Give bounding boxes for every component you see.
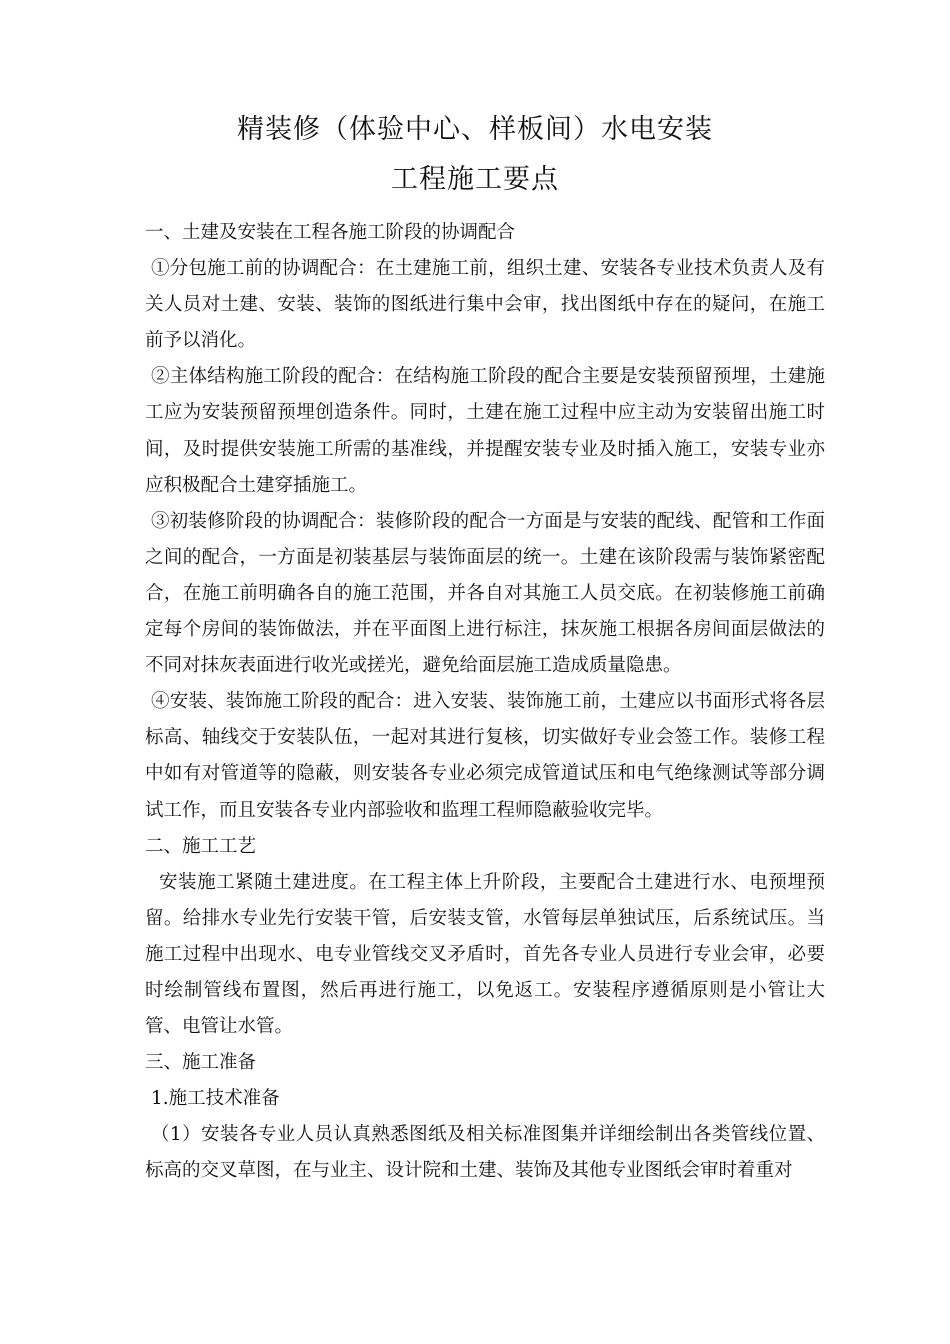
subsection-heading-1: 1.施工技术准备 [151, 1088, 280, 1110]
title-line-2: 工程施工要点 [391, 164, 559, 195]
paragraph-coordination-2: ②主体结构施工阶段的配合：在结构施工阶段的配合主要是安装预留预埋，土建施工应为安装预留预埋创造条件。同时，土建在施工过程中应主动为安装留出施工时间，及时提供安装施工所需的基准线，并提醒安装专业及时插入施工，安装专业亦应积极配合土建穿插施工。 [145, 366, 825, 496]
paragraph-process: 安装施工紧随土建进度。在工程主体上升阶段，主要配合土建进行水、电预埋预留。给排水专业先行安装干管，后安装支管，水管每层单独试压，后系统试压。当施工过程中出现水、电专业管线交叉矛盾时，首先各专业人员进行专业会审，必要时绘制管线布置图，然后再进行施工，以免返工。安装程序遵循原则是小管让大管、电管让水管。 [145, 871, 825, 1038]
paragraph-coordination-4: ④安装、装饰施工阶段的配合：进入安装、装饰施工前，土建应以书面形式将各层标高、轴线交于安装队伍，一起对其进行复核，切实做好专业会签工作。装修工程中如有对管道等的隐蔽，则安装各专业必须完成管道试压和电气绝缘测试等部分调试工作，而且安装各专业内部验收和监理工程师隐蔽验收完毕。 [145, 691, 825, 821]
paragraph-coordination-1: ①分包施工前的协调配合：在土建施工前，组织土建、安装各专业技术负责人及有关人员对土建、安装、装饰的图纸进行集中会审，找出图纸中存在的疑问，在施工前予以消化。 [145, 258, 825, 352]
title-line-1: 精装修（体验中心、样板间）水电安装 [237, 114, 713, 145]
paragraph-coordination-3: ③初装修阶段的协调配合：装修阶段的配合一方面是与安装的配线、配管和工作面之间的配合，一方面是初装基层与装饰面层的统一。土建在该阶段需与装饰紧密配合，在施工前明确各自的施工范围，并各自对其施工人员交底。在初装修施工前确定每个房间的装饰做法，并在平面图上进行标注，抹灰施工根据各房间面层做法的不同对抹灰表面进行收光或搓光，避免给面层施工造成质量隐患。 [145, 510, 825, 677]
section-heading-3: 三、施工准备 [145, 1052, 257, 1074]
paragraph-tech-prep-1: （1）安装各专业人员认真熟悉图纸及相关标准图集并详细绘制出各类管线位置、标高的交叉草图，在与业主、设计院和土建、装饰及其他专业图纸会审时着重对 [145, 1124, 825, 1182]
section-heading-2: 二、施工工艺 [145, 835, 257, 857]
section-heading-1: 一、土建及安装在工程各施工阶段的协调配合 [145, 222, 516, 243]
document-body [145, 215, 825, 1190]
